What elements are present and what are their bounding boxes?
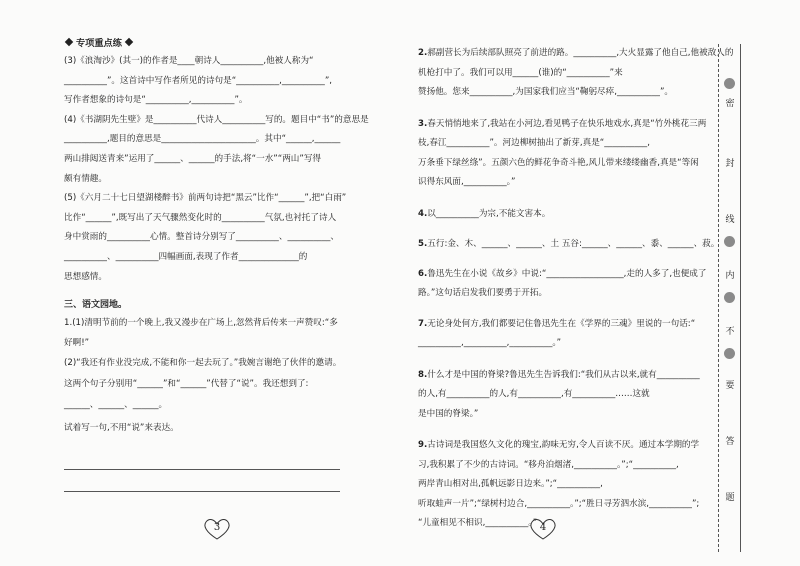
- question-number: 9.: [418, 440, 428, 450]
- question-number: 5.: [418, 239, 428, 249]
- seal-dot-icon: [724, 348, 735, 359]
- text-line: [418, 115, 707, 135]
- question-item: [418, 115, 707, 193]
- question-text: 什么才是中国的脊梁?鲁迅先生告诉我们:“我们从古以来,就有__________: [427, 369, 700, 380]
- question-item: [418, 436, 700, 534]
- left-question-lines: [64, 52, 369, 287]
- question-item: [418, 235, 720, 255]
- section-title: 三、语文园地。: [64, 300, 128, 311]
- text-line: [418, 315, 700, 335]
- text-line: 赞扬他。您来__________,为国家我们应当“鞠躬尽瘁,__________”。: [418, 87, 673, 97]
- question-text: 五行:金、木、______、______、土 五谷:______、______、黍、______、菽。: [427, 239, 720, 249]
- text-line: (5)《六月二十七日望湖楼醉书》前两句诗把“黑云”比作“______”,把“白雨”: [64, 193, 347, 204]
- question-text: 以__________为宗,不能文害本。: [427, 208, 551, 219]
- seal-char: 要: [725, 381, 735, 391]
- seal-char: 密: [725, 99, 735, 109]
- text-line: 万条垂下绿丝绦”。五颜六色的鲜花争奇斗艳,风儿带来缕缕幽香,真是“等闲: [418, 157, 699, 168]
- question-text: 无论身处何方,我们都要记住鲁迅先生在《学界的三魂》里说的一句话:“: [427, 318, 696, 329]
- question-number: 7.: [418, 318, 428, 329]
- question-number: 3.: [418, 118, 428, 129]
- text-line: __________、__________四幅画面,表现了作者______________的: [64, 251, 308, 262]
- seal-line-strip: [720, 44, 740, 552]
- text-line: “儿童相见不相识,__________。”: [418, 518, 538, 528]
- text-line: 比作“______”,既写出了天气骤然变化时的__________气氛,也衬托了诗人: [64, 212, 337, 223]
- section-header-text: 专项重点练: [76, 38, 122, 49]
- text-line: [418, 265, 707, 285]
- text-line: ______、______、______。: [64, 400, 168, 411]
- left-page: [64, 38, 369, 440]
- question-item: [418, 366, 700, 425]
- diamond-icon: [65, 38, 73, 46]
- text-line: (2)“我还有作业没完成,不能和你一起去玩了。”我婉言谢绝了伙伴的邀请。: [64, 358, 342, 369]
- question-number: 8.: [418, 369, 428, 380]
- text-line: [418, 205, 700, 225]
- text-line: 颇有情趣。: [64, 173, 107, 184]
- text-line: 试着写一句,不用“说”来表达。: [64, 423, 179, 434]
- text-line: 写作者想象的诗句是“__________,__________”。: [64, 95, 248, 106]
- seal-char: 封: [725, 159, 735, 169]
- answer-line[interactable]: [64, 491, 340, 492]
- question-item: [418, 315, 700, 354]
- text-line: (4)《书湖阴先生壁》是__________代诗人__________写的。题目中“书”的意思是: [64, 114, 369, 125]
- text-line: [418, 44, 734, 64]
- page-number: 4: [539, 522, 547, 533]
- seal-dot-icon: [724, 236, 735, 247]
- text-line: 是中国的脊梁。”: [418, 408, 479, 419]
- seal-char: 不: [725, 327, 735, 337]
- text-line: 听取蛙声一片”;“绿树村边合,__________。”;“胜日寻芳泗水滨,__________”;: [418, 498, 700, 509]
- question-text: 春天悄悄地来了,我站在小河边,看见鸭子在快乐地戏水,真是“竹外桃花三两: [427, 118, 707, 129]
- page-number: 3: [213, 522, 221, 533]
- seal-dot-icon: [724, 292, 735, 303]
- seal-char: 题: [725, 493, 735, 503]
- text-line: [418, 366, 700, 386]
- question-item: [418, 44, 734, 103]
- seal-char: 线: [725, 215, 735, 225]
- solid-border-line: [740, 44, 741, 552]
- question-number: 2.: [418, 48, 428, 58]
- question-text: 鲁迅先生在小说《故乡》中说:“__________________,走的人多了,也便成了: [427, 268, 707, 279]
- seal-char: 答: [725, 437, 735, 447]
- text-line: [418, 235, 720, 255]
- text-line: 思想感情。: [64, 271, 107, 282]
- dashed-seal-line: [718, 44, 719, 552]
- text-line: 1.(1)清明节前的一个晚上,我又漫步在广场上,忽然背后传来一声赞叹:“多: [64, 318, 338, 329]
- question-text: 郝副营长为后续部队照亮了前进的路。__________,大火显露了他自己,他被敌人的: [427, 48, 734, 58]
- text-line: 路。”这句话启发我们要勇于开拓。: [418, 288, 548, 298]
- text-line: 习,我积累了不少的古诗词。“移舟泊烟渚,__________。”;“__________,: [418, 459, 679, 470]
- text-line: __________,__________,__________。”: [418, 338, 562, 348]
- answer-line[interactable]: [64, 469, 340, 470]
- text-line: 两岸青山相对出,孤帆远影日边来。”;“__________,: [418, 479, 603, 489]
- text-line: 的人,有__________的人,有__________,有__________……这就: [418, 389, 650, 399]
- seal-char: 内: [725, 271, 735, 281]
- question-item: [418, 205, 700, 225]
- text-line: 这两个句子分别用“______”和“______”代替了“说”。我还想到了:: [64, 379, 309, 390]
- seal-dot-icon: [724, 78, 735, 89]
- text-line: 好啊!”: [64, 338, 90, 349]
- question-number: 6.: [418, 268, 428, 279]
- section-header: [64, 38, 344, 52]
- text-line: __________,题目的意思是______________________。其中“______,______: [64, 134, 341, 145]
- text-line: 两山排闼送青来”运用了______、______的手法,将“一水”“两山”写得: [64, 153, 322, 164]
- question-number: 4.: [418, 208, 428, 219]
- text-line: 识得东风面,__________。”: [418, 177, 516, 187]
- text-line: [418, 436, 700, 456]
- text-line: 身中赏雨的__________心情。整首诗分别写了__________、__________、: [64, 232, 340, 243]
- text-line: 枝,春江__________”。河边柳树抽出了新芽,真是“__________,: [418, 138, 650, 148]
- right-question-list: [418, 44, 734, 534]
- item-1-lines: [64, 314, 344, 440]
- text-line: 机枪打中了。我们可以用______(谁)的“__________”来: [418, 67, 623, 78]
- right-page: [418, 44, 734, 534]
- question-text: 古诗词是我国悠久文化的瑰宝,韵味无穷,令人百读不厌。通过本学期的学: [427, 440, 700, 450]
- question-item: [418, 265, 707, 304]
- diamond-icon: [125, 38, 133, 46]
- text-line: (3)《浪淘沙》(其一)的作者是____朝诗人__________,他被人称为“: [64, 56, 314, 66]
- text-line: __________”。这首诗中写作者所见的诗句是“__________,__________”,: [64, 75, 333, 86]
